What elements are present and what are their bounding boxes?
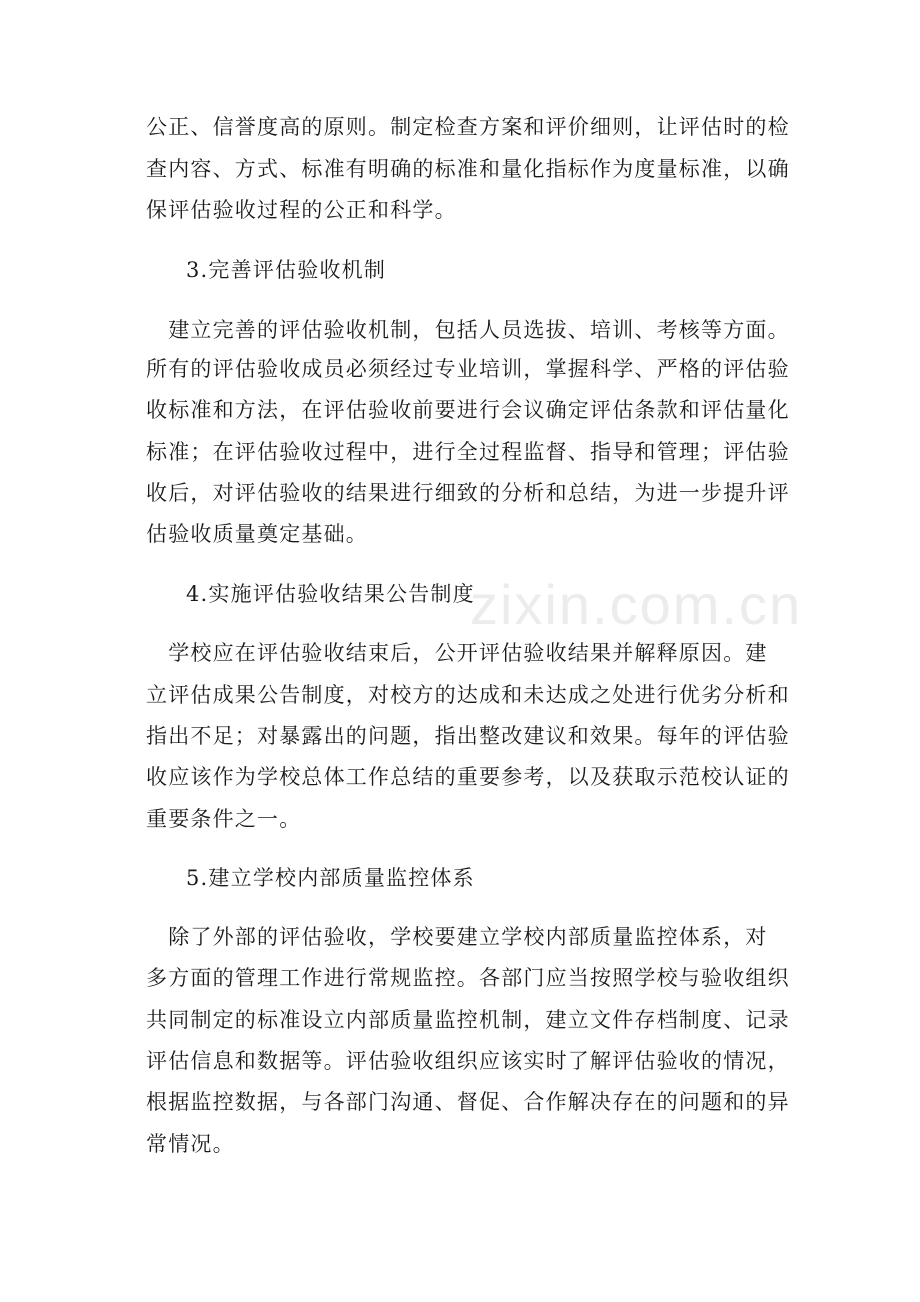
paragraph-line: 收标准和方法，在评估验收前要进行会议确定评估条款和评估量化 bbox=[146, 398, 790, 422]
paragraph-line: 所有的评估验收成员必须经过专业培训，掌握科学、严格的评估验 bbox=[146, 357, 790, 381]
paragraph-line: 标准；在评估验收过程中，进行全过程监督、指导和管理；评估验 bbox=[146, 440, 790, 464]
paragraph-line: 学校应在评估验收结束后，公开评估验收结果并解释原因。建 bbox=[146, 641, 768, 665]
paragraph-line: 多方面的管理工作进行常规监控。各部门应当按照学校与验收组织 bbox=[146, 966, 790, 990]
paragraph-line: 重要条件之一。 bbox=[146, 807, 302, 831]
paragraph-line: 根据监控数据，与各部门沟通、督促、合作解决存在的问题和的异 bbox=[146, 1090, 790, 1114]
paragraph-line: 收后，对评估验收的结果进行细致的分析和总结，为进一步提升评 bbox=[146, 481, 790, 505]
paragraph-line: 保评估验收过程的公正和科学。 bbox=[146, 198, 457, 222]
section-heading: 4.实施评估验收结果公告制度 bbox=[186, 582, 475, 606]
paragraph-line: 立评估成果公告制度，对校方的达成和未达成之处进行优劣分析和 bbox=[146, 683, 790, 707]
watermark: zixin.com.cn bbox=[470, 573, 803, 636]
section-heading: 3.完善评估验收机制 bbox=[186, 258, 387, 282]
section-heading: 5.建立学校内部质量监控体系 bbox=[186, 866, 475, 890]
paragraph-line: 查内容、方式、标准有明确的标准和量化指标作为度量标准，以确 bbox=[146, 157, 790, 181]
paragraph-line: 除了外部的评估验收，学校要建立学校内部质量监控体系，对 bbox=[146, 925, 768, 949]
paragraph-line: 收应该作为学校总体工作总结的重要参考，以及获取示范校认证的 bbox=[146, 765, 790, 789]
paragraph-line: 指出不足；对暴露出的问题，指出整改建议和效果。每年的评估验 bbox=[146, 724, 790, 748]
paragraph-line: 估验收质量奠定基础。 bbox=[146, 522, 368, 546]
paragraph-line: 公正、信誉度高的原则。制定检查方案和评价细则，让评估时的检 bbox=[146, 115, 790, 139]
paragraph-line: 评估信息和数据等。评估验收组织应该实时了解评估验收的情况， bbox=[146, 1049, 790, 1073]
paragraph-line: 建立完善的评估验收机制，包括人员选拔、培训、考核等方面。 bbox=[146, 318, 790, 342]
paragraph-line: 共同制定的标准设立内部质量监控机制，建立文件存档制度、记录 bbox=[146, 1008, 790, 1032]
paragraph-line: 常情况。 bbox=[146, 1132, 235, 1156]
